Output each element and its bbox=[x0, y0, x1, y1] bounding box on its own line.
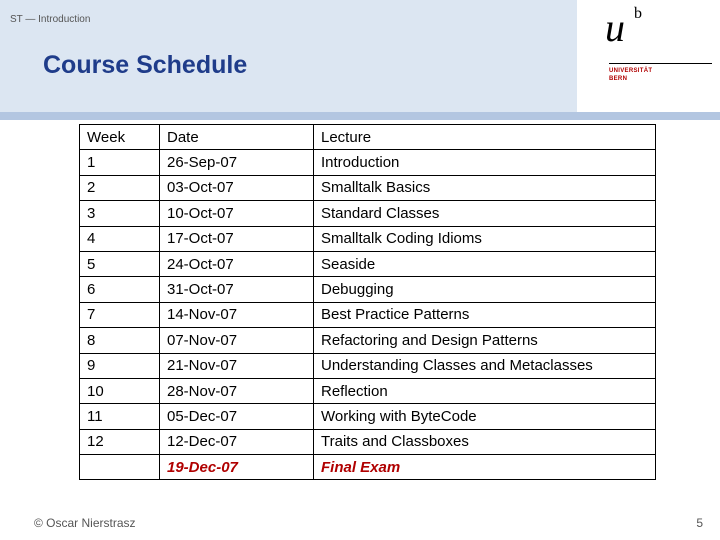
logo-u-glyph: u bbox=[605, 5, 625, 50]
lecture-cell: Understanding Classes and Metaclasses bbox=[314, 353, 656, 378]
table-row bbox=[80, 251, 656, 276]
lecture-cell: Smalltalk Coding Idioms bbox=[314, 226, 656, 251]
table-row bbox=[80, 328, 656, 353]
week-cell: 6 bbox=[80, 277, 160, 302]
date-cell: 10-Oct-07 bbox=[160, 201, 314, 226]
header-rule bbox=[0, 112, 720, 120]
footer-credit: © Oscar Nierstrasz bbox=[34, 516, 136, 530]
table-row bbox=[80, 302, 656, 327]
lecture-cell: Refactoring and Design Patterns bbox=[314, 328, 656, 353]
table-row bbox=[80, 277, 656, 302]
lecture-cell: Seaside bbox=[314, 251, 656, 276]
lecture-cell: Best Practice Patterns bbox=[314, 302, 656, 327]
table-row bbox=[80, 150, 656, 175]
page-title: Course Schedule bbox=[43, 51, 248, 79]
week-cell: 8 bbox=[80, 328, 160, 353]
date-cell: 07-Nov-07 bbox=[160, 328, 314, 353]
header-lecture: Lecture bbox=[314, 125, 656, 150]
breadcrumb: ST — Introduction bbox=[10, 14, 91, 25]
date-cell: 31-Oct-07 bbox=[160, 277, 314, 302]
date-cell: 19-Dec-07 bbox=[160, 455, 314, 480]
week-cell: 12 bbox=[80, 429, 160, 454]
week-cell: 5 bbox=[80, 251, 160, 276]
logo-text-line1: UNIVERSITÄT bbox=[609, 68, 653, 74]
table-row bbox=[80, 201, 656, 226]
week-cell: 4 bbox=[80, 226, 160, 251]
week-cell: 10 bbox=[80, 378, 160, 403]
table-header-row bbox=[80, 125, 656, 150]
date-cell: 12-Dec-07 bbox=[160, 429, 314, 454]
lecture-cell: Introduction bbox=[314, 150, 656, 175]
week-cell: 9 bbox=[80, 353, 160, 378]
lecture-cell: Standard Classes bbox=[314, 201, 656, 226]
lecture-cell: Working with ByteCode bbox=[314, 404, 656, 429]
table-row bbox=[80, 175, 656, 200]
table-row bbox=[80, 353, 656, 378]
lecture-cell: Smalltalk Basics bbox=[314, 175, 656, 200]
lecture-cell: Final Exam bbox=[314, 455, 656, 480]
week-cell: 3 bbox=[80, 201, 160, 226]
week-cell: 1 bbox=[80, 150, 160, 175]
table-row bbox=[80, 455, 656, 480]
logo-divider bbox=[609, 63, 712, 64]
header-date: Date bbox=[160, 125, 314, 150]
page-number: 5 bbox=[696, 516, 703, 530]
date-cell: 28-Nov-07 bbox=[160, 378, 314, 403]
date-cell: 03-Oct-07 bbox=[160, 175, 314, 200]
week-cell: 2 bbox=[80, 175, 160, 200]
table-row bbox=[80, 404, 656, 429]
table-row bbox=[80, 429, 656, 454]
date-cell: 24-Oct-07 bbox=[160, 251, 314, 276]
date-cell: 26-Sep-07 bbox=[160, 150, 314, 175]
week-cell: 7 bbox=[80, 302, 160, 327]
table-row bbox=[80, 378, 656, 403]
lecture-cell: Reflection bbox=[314, 378, 656, 403]
schedule-table bbox=[79, 124, 656, 480]
date-cell: 05-Dec-07 bbox=[160, 404, 314, 429]
header-week: Week bbox=[80, 125, 160, 150]
week-cell: 11 bbox=[80, 404, 160, 429]
logo-text-line2: BERN bbox=[609, 75, 628, 82]
logo-text bbox=[609, 68, 652, 83]
date-cell: 21-Nov-07 bbox=[160, 353, 314, 378]
table-row bbox=[80, 226, 656, 251]
date-cell: 17-Oct-07 bbox=[160, 226, 314, 251]
lecture-cell: Traits and Classboxes bbox=[314, 429, 656, 454]
date-cell: 14-Nov-07 bbox=[160, 302, 314, 327]
logo-area bbox=[577, 0, 720, 112]
lecture-cell: Debugging bbox=[314, 277, 656, 302]
week-cell bbox=[80, 455, 160, 480]
logo-b-glyph: b bbox=[634, 5, 642, 22]
